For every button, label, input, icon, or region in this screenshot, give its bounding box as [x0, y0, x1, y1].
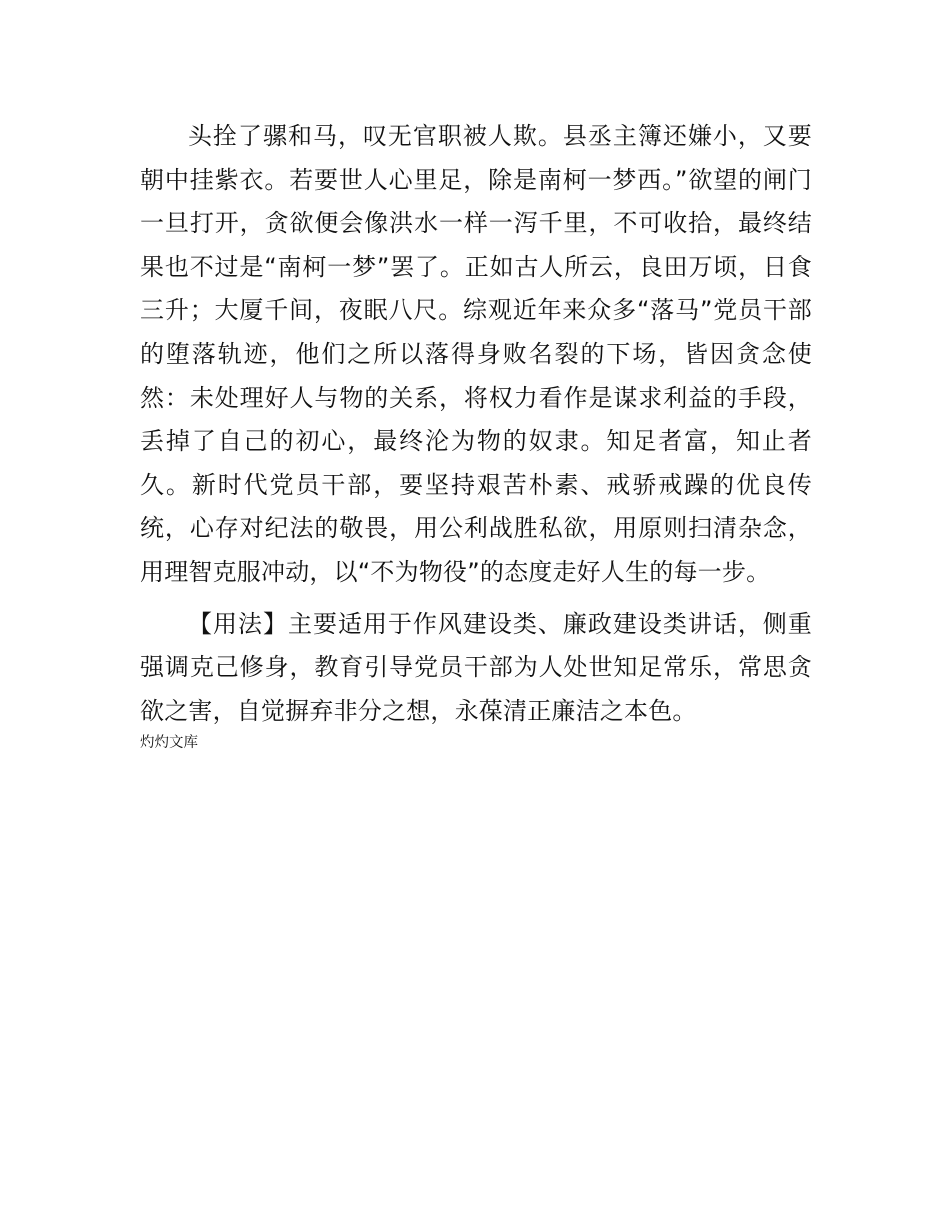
document-body: [140, 115, 812, 753]
usage-paragraph: 【用法】主要适用于作风建设类、廉政建设类讲话，侧重强调克己修身，教育引导党员干部为人处世知足常乐，常思贪欲之害，自觉摒弃非分之想，永葆清正廉洁之本色。: [140, 609, 812, 725]
source-label: 灼灼文库: [140, 735, 198, 752]
body-paragraph: 头拴了骡和马，叹无官职被人欺。县丞主簿还嫌小，又要朝中挂紫衣。若要世人心里足，除是南柯一梦西。”欲望的闸门一旦打开，贪欲便会像洪水一样一泻千里，不可收拾，最终结果也不过是“南柯一梦”罢了。正如古人所云，良田万顷，日食三升；大厦千间，夜眠八尺。综观近年来众多“落马”党员干部的堕落轨迹，他们之所以落得身败名裂的下场，皆因贪念使然：未处理好人与物的关系，将权力看作是谋求利益的手段，丢掉了自己的初心，最终沦为物的奴隶。知足者富，知止者久。新时代党员干部，要坚持艰苦朴素、戒骄戒躁的优良传统，心存对纪法的敬畏，用公利战胜私欲，用原则扫清杂念，用理智克服冲动，以“不为物役”的态度走好人生的每一步。: [140, 122, 812, 586]
